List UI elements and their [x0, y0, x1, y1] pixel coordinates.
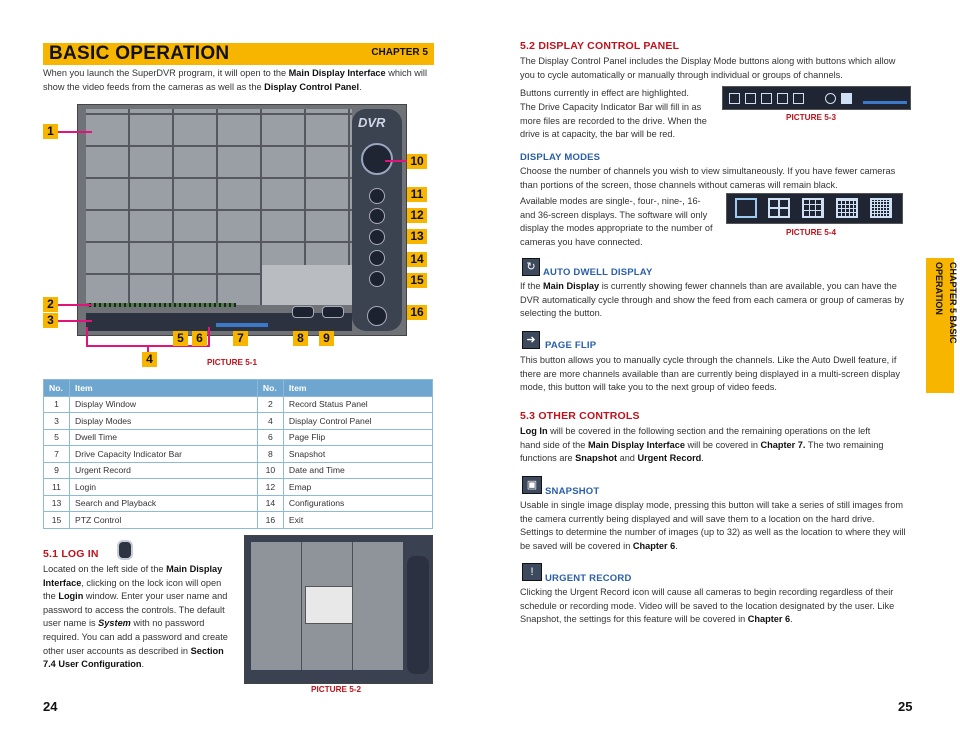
table-header-item: Item — [70, 380, 258, 397]
table-cell-number: 2 — [257, 396, 283, 413]
emap-button-icon — [369, 208, 385, 224]
display-modes-available: Available modes are single-, four-, nine-, 16- and 36-screen displays. The software will only display the modes appropriate to the number of cameras you have connected. — [520, 196, 713, 247]
mode-nine-icon — [802, 198, 824, 218]
snapshot-heading: SNAPSHOT — [545, 486, 600, 497]
chapter-title-bar — [43, 43, 434, 65]
login-heading: 5.1 LOG IN — [43, 548, 99, 560]
table-row — [44, 413, 433, 430]
chapter-label: CHAPTER 5 — [371, 47, 428, 58]
other-controls-text: Log In will be covered in the following section and the remaining operations on the left hand side of the Main Display Interface will be covered in Chapter 7. The two remaining functions are Snapshot and Urgent Record. — [520, 426, 884, 464]
table-cell-number: 15 — [44, 512, 70, 529]
table-cell-number: 3 — [44, 413, 70, 430]
table-cell-item: Snapshot — [283, 446, 432, 463]
table-header-row — [44, 380, 433, 397]
callout-7: 7 — [233, 331, 248, 346]
table-row — [44, 396, 433, 413]
caption-picture-5-1: PICTURE 5-1 — [207, 358, 258, 367]
callout-14: 14 — [407, 252, 427, 267]
exit-button-icon — [367, 306, 387, 326]
table-cell-number: 9 — [44, 462, 70, 479]
record-status-panel — [86, 303, 236, 307]
callout-2: 2 — [43, 297, 58, 312]
table-row — [44, 495, 433, 512]
login-text: Located on the left side of the Main Display Interface, clicking on the lock icon will open the Login window. Enter your user name and password to access the controls. The default user name is System with no password required. You can add a password and create other user accounts as described in Section 7.4 User Configuration. — [43, 564, 228, 670]
callout-line-2 — [58, 304, 92, 306]
mode-single-icon — [735, 198, 757, 218]
page-flip-heading: PAGE FLIP — [545, 340, 597, 351]
display-control-panel-heading: 5.2 DISPLAY CONTROL PANEL — [520, 40, 680, 52]
callout-1: 1 — [43, 124, 58, 139]
table-cell-item: Search and Playback — [70, 495, 258, 512]
page-number-right: 25 — [898, 699, 913, 714]
caption-picture-5-2: PICTURE 5-2 — [311, 685, 362, 694]
table-cell-number: 13 — [44, 495, 70, 512]
table-header-no: No. — [44, 380, 70, 397]
urgent-record-icon: ! — [522, 563, 542, 581]
callout-10: 10 — [407, 154, 427, 169]
table-cell-number: 6 — [257, 429, 283, 446]
table-cell-item: Urgent Record — [70, 462, 258, 479]
urgent-record-heading: URGENT RECORD — [545, 573, 632, 584]
table-row — [44, 462, 433, 479]
callout-13: 13 — [407, 229, 427, 244]
table-cell-number: 12 — [257, 479, 283, 496]
chapter-side-tab — [926, 258, 958, 393]
auto-dwell-icon: ↻ — [522, 258, 540, 276]
page-number-left: 24 — [43, 699, 58, 714]
config-button-icon — [369, 250, 385, 266]
table-row — [44, 479, 433, 496]
table-cell-number: 5 — [44, 429, 70, 446]
lock-icon — [117, 540, 133, 560]
table-cell-item: Display Window — [70, 396, 258, 413]
drive-capacity-bar — [216, 323, 268, 327]
table-cell-number: 14 — [257, 495, 283, 512]
control-panel-image — [722, 86, 911, 110]
snapshot-button-icon — [292, 306, 314, 318]
other-controls-heading: 5.3 OTHER CONTROLS — [520, 410, 640, 422]
caption-picture-5-3: PICTURE 5-3 — [786, 113, 837, 122]
table-cell-number: 11 — [44, 479, 70, 496]
callout-line-3 — [58, 320, 92, 322]
display-modes-heading: DISPLAY MODES — [520, 152, 601, 163]
callout-6: 6 — [192, 331, 207, 346]
login-control-column — [407, 556, 429, 674]
table-cell-item: Exit — [283, 512, 432, 529]
table-cell-item: Emap — [283, 479, 432, 496]
cp-dwell — [825, 93, 836, 104]
table-cell-item: Display Control Panel — [283, 413, 432, 430]
empty-panel — [262, 265, 352, 305]
callout-12: 12 — [407, 208, 427, 223]
table-cell-number: 16 — [257, 512, 283, 529]
display-control-panel-text: The Display Control Panel includes the Display Mode buttons along with buttons which allow you to cycle automatically or manually through individual or groups of channels. — [520, 56, 896, 80]
snapshot-text: Usable in single image display mode, pressing this button will take a series of still images from the camera currently being displayed and will save them to a location on the hard drive. Settings to determine the number of images (up to 32) as well as the location to where they will be saved will be covered in Chapter 6. — [520, 500, 906, 551]
table-cell-number: 4 — [257, 413, 283, 430]
cp-mode-1 — [729, 93, 740, 104]
clock-dial — [361, 143, 393, 175]
table-header-no-2: No. — [257, 380, 283, 397]
urgent-record-text: Clicking the Urgent Record icon will cause all cameras to begin recording regardless of their schedule or recording mode. Video will be saved to the location designated by the user. Like Snapshot, the settings for this feature will be covered in Chapter 6. — [520, 587, 895, 625]
table-cell-item: Date and Time — [283, 462, 432, 479]
page-flip-icon: ➜ — [522, 331, 540, 349]
callout-15: 15 — [407, 273, 427, 288]
callout-11: 11 — [407, 187, 427, 202]
callout-lines-right — [385, 160, 407, 162]
main-display-screenshot — [77, 104, 407, 336]
table-row — [44, 429, 433, 446]
display-modes-text: Choose the number of channels you wish to view simultaneously. If you have fewer cameras than portions of the screen, those channels without cameras will remain black. — [520, 166, 896, 190]
table-cell-item: Drive Capacity Indicator Bar — [70, 446, 258, 463]
auto-dwell-text: If the Main Display is currently showing fewer channels than are available, you can have the DVR automatically cycle through and show the feed from each camera or group of cameras by selecting the button. — [520, 281, 905, 319]
mode-four-icon — [768, 198, 790, 218]
table-cell-item: Page Flip — [283, 429, 432, 446]
side-tab-label: CHAPTER 5 BASIC OPERATION — [934, 262, 958, 344]
display-modes-image — [726, 193, 903, 224]
urgent-record-button-icon — [322, 306, 344, 318]
ptz-button-icon — [369, 271, 385, 287]
callout-4: 4 — [142, 352, 157, 367]
table-cell-item: Configurations — [283, 495, 432, 512]
login-screenshot — [244, 535, 433, 684]
table-cell-item: Display Modes — [70, 413, 258, 430]
table-row — [44, 512, 433, 529]
cp-mode-9 — [761, 93, 772, 104]
cp-mode-36 — [793, 93, 804, 104]
callout-5: 5 — [173, 331, 188, 346]
auto-dwell-heading: AUTO DWELL DISPLAY — [543, 267, 653, 278]
login-dialog — [305, 586, 353, 624]
login-button-icon — [369, 188, 385, 204]
table-cell-number: 1 — [44, 396, 70, 413]
cp-mode-4 — [745, 93, 756, 104]
item-table — [43, 379, 433, 529]
table-row — [44, 446, 433, 463]
callout-9: 9 — [319, 331, 334, 346]
table-cell-number: 7 — [44, 446, 70, 463]
intro-text: When you launch the SuperDVR program, it will open to the Main Display Interface which will show the video feeds from the cameras as well as the Display Control Panel. — [43, 68, 428, 92]
callout-16: 16 — [407, 305, 427, 320]
callout-3: 3 — [43, 313, 58, 328]
callout-line-1 — [58, 131, 92, 133]
highlight-text: Buttons currently in effect are highlighted. — [520, 88, 689, 98]
page-title: BASIC OPERATION — [49, 43, 230, 64]
mode-thirtysix-icon — [870, 198, 892, 218]
table-header-item-2: Item — [283, 380, 432, 397]
table-cell-item: Login — [70, 479, 258, 496]
search-button-icon — [369, 229, 385, 245]
cp-capacity-bar — [863, 101, 907, 104]
callout-8: 8 — [293, 331, 308, 346]
cp-mode-16 — [777, 93, 788, 104]
table-cell-item: PTZ Control — [70, 512, 258, 529]
snapshot-icon: ▣ — [522, 476, 542, 494]
capacity-text: The Drive Capacity Indicator Bar will fill in as more files are recorded to the drive. When the drive is at capacity, the bar will be red. — [520, 102, 707, 140]
page-flip-text: This button allows you to manually cycle through the channels. Like the Auto Dwell feature, if there are more channels available than are currently being displayed in a multi-screen display mode, this button will take you to the next group of video feeds. — [520, 355, 900, 393]
table-cell-item: Record Status Panel — [283, 396, 432, 413]
caption-picture-5-4: PICTURE 5-4 — [786, 228, 837, 237]
table-cell-item: Dwell Time — [70, 429, 258, 446]
dvr-logo: DVR — [358, 115, 386, 130]
table-cell-number: 8 — [257, 446, 283, 463]
mode-sixteen-icon — [836, 198, 858, 218]
cp-flip — [841, 93, 852, 104]
table-cell-number: 10 — [257, 462, 283, 479]
